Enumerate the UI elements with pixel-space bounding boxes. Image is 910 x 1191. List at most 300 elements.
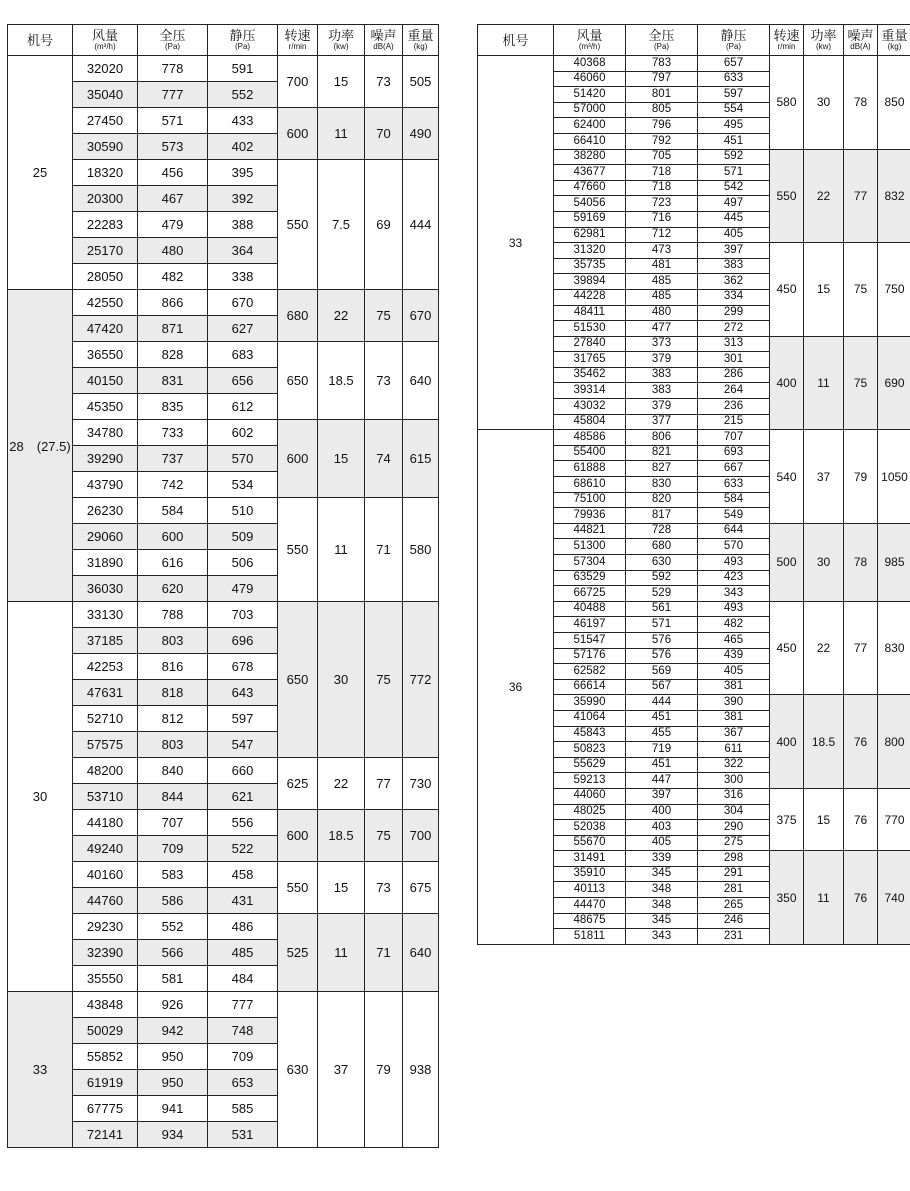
header-power-unit: (kw) — [815, 42, 832, 51]
noise-cell: 77 — [844, 601, 878, 695]
fan-spec-table-left — [7, 24, 439, 1148]
header-speed-label: 转速 — [284, 28, 311, 43]
weight-cell: 580 — [403, 498, 439, 602]
total-pressure-cell: 405 — [626, 835, 698, 851]
total-pressure-cell: 828 — [138, 342, 208, 368]
total-pressure-cell: 805 — [626, 102, 698, 118]
static-pressure-cell: 643 — [208, 680, 278, 706]
header-airflow — [73, 25, 138, 56]
total-pressure-cell: 801 — [626, 87, 698, 103]
static-pressure-cell: 322 — [698, 757, 770, 773]
header-row — [8, 25, 439, 56]
total-pressure-cell: 718 — [626, 165, 698, 181]
total-pressure-cell: 379 — [626, 352, 698, 368]
airflow-cell: 79936 — [554, 508, 626, 524]
airflow-cell: 50823 — [554, 742, 626, 758]
noise-cell: 76 — [844, 695, 878, 789]
airflow-cell: 57176 — [554, 648, 626, 664]
total-pressure-cell: 812 — [138, 706, 208, 732]
airflow-cell: 53710 — [73, 784, 138, 810]
static-pressure-cell: 570 — [208, 446, 278, 472]
airflow-cell: 44180 — [73, 810, 138, 836]
power-cell: 15 — [318, 862, 365, 914]
weight-cell: 640 — [403, 914, 439, 992]
static-pressure-cell: 486 — [208, 914, 278, 940]
total-pressure-cell: 728 — [626, 523, 698, 539]
airflow-cell: 40368 — [554, 56, 626, 72]
airflow-cell: 62582 — [554, 664, 626, 680]
total-pressure-cell: 818 — [138, 680, 208, 706]
header-weight-unit: (kg) — [887, 42, 902, 51]
total-pressure-cell: 573 — [138, 134, 208, 160]
static-pressure-cell: 611 — [698, 742, 770, 758]
airflow-cell: 48200 — [73, 758, 138, 784]
header-airflow-label: 风量 — [91, 28, 118, 43]
header-static-pressure — [698, 25, 770, 56]
total-pressure-cell: 571 — [138, 108, 208, 134]
airflow-cell: 43032 — [554, 399, 626, 415]
airflow-cell: 46060 — [554, 71, 626, 87]
header-total-pressure-unit: (Pa) — [164, 42, 181, 51]
total-pressure-cell: 345 — [626, 913, 698, 929]
weight-cell: 830 — [878, 601, 910, 695]
speed-cell: 630 — [278, 992, 318, 1148]
total-pressure-cell: 707 — [138, 810, 208, 836]
airflow-cell: 66614 — [554, 679, 626, 695]
static-pressure-cell: 439 — [698, 648, 770, 664]
noise-cell: 73 — [365, 56, 403, 108]
header-power — [804, 25, 844, 56]
static-pressure-cell: 390 — [698, 695, 770, 711]
airflow-cell: 35735 — [554, 258, 626, 274]
airflow-cell: 40160 — [73, 862, 138, 888]
header-noise-unit: dB(A) — [850, 42, 871, 51]
total-pressure-cell: 592 — [626, 570, 698, 586]
total-pressure-cell: 835 — [138, 394, 208, 420]
airflow-cell: 55629 — [554, 757, 626, 773]
noise-cell: 70 — [365, 108, 403, 160]
noise-cell: 71 — [365, 498, 403, 602]
static-pressure-cell: 667 — [698, 461, 770, 477]
total-pressure-cell: 379 — [626, 399, 698, 415]
static-pressure-cell: 703 — [208, 602, 278, 628]
header-speed — [770, 25, 804, 56]
static-pressure-cell: 621 — [208, 784, 278, 810]
speed-cell: 450 — [770, 601, 804, 695]
airflow-cell: 59169 — [554, 211, 626, 227]
airflow-cell: 51811 — [554, 929, 626, 945]
static-pressure-cell: 215 — [698, 414, 770, 430]
total-pressure-cell: 451 — [626, 710, 698, 726]
static-pressure-cell: 633 — [698, 71, 770, 87]
airflow-cell: 35550 — [73, 966, 138, 992]
total-pressure-cell: 576 — [626, 632, 698, 648]
header-speed-unit: r/min — [288, 42, 307, 51]
airflow-cell: 48025 — [554, 804, 626, 820]
airflow-cell: 44228 — [554, 289, 626, 305]
model-cell: 30 — [8, 602, 73, 992]
total-pressure-cell: 950 — [138, 1044, 208, 1070]
static-pressure-cell: 367 — [698, 726, 770, 742]
airflow-cell: 43790 — [73, 472, 138, 498]
total-pressure-cell: 630 — [626, 555, 698, 571]
header-model — [8, 25, 73, 56]
header-noise — [844, 25, 878, 56]
total-pressure-cell: 586 — [138, 888, 208, 914]
airflow-cell: 47660 — [554, 180, 626, 196]
noise-cell: 79 — [844, 430, 878, 524]
airflow-cell: 37185 — [73, 628, 138, 654]
total-pressure-cell: 840 — [138, 758, 208, 784]
static-pressure-cell: 231 — [698, 929, 770, 945]
model-cell: 28 (27.5) — [8, 290, 73, 602]
airflow-cell: 35462 — [554, 367, 626, 383]
table-row — [8, 342, 439, 368]
airflow-cell: 48586 — [554, 430, 626, 446]
static-pressure-cell: 431 — [208, 888, 278, 914]
total-pressure-cell: 866 — [138, 290, 208, 316]
total-pressure-cell: 583 — [138, 862, 208, 888]
airflow-cell: 42253 — [73, 654, 138, 680]
airflow-cell: 25170 — [73, 238, 138, 264]
airflow-cell: 28050 — [73, 264, 138, 290]
airflow-cell: 22283 — [73, 212, 138, 238]
speed-cell: 600 — [278, 108, 318, 160]
header-noise-label: 噪声 — [847, 28, 874, 43]
total-pressure-cell: 844 — [138, 784, 208, 810]
header-total-pressure — [626, 25, 698, 56]
static-pressure-cell: 290 — [698, 820, 770, 836]
table-row — [478, 56, 910, 72]
total-pressure-cell: 600 — [138, 524, 208, 550]
table-row — [8, 758, 439, 784]
airflow-cell: 66725 — [554, 586, 626, 602]
static-pressure-cell: 556 — [208, 810, 278, 836]
power-cell: 30 — [804, 56, 844, 150]
static-pressure-cell: 298 — [698, 851, 770, 867]
total-pressure-cell: 552 — [138, 914, 208, 940]
noise-cell: 75 — [365, 602, 403, 758]
table-row — [8, 602, 439, 628]
airflow-cell: 39314 — [554, 383, 626, 399]
airflow-cell: 67775 — [73, 1096, 138, 1122]
static-pressure-cell: 602 — [208, 420, 278, 446]
speed-cell: 600 — [278, 810, 318, 862]
total-pressure-cell: 373 — [626, 336, 698, 352]
power-cell: 22 — [318, 290, 365, 342]
weight-cell: 640 — [403, 342, 439, 420]
static-pressure-cell: 549 — [698, 508, 770, 524]
header-speed — [278, 25, 318, 56]
table-row — [8, 810, 439, 836]
airflow-cell: 39290 — [73, 446, 138, 472]
speed-cell: 450 — [770, 243, 804, 337]
power-cell: 11 — [318, 914, 365, 992]
total-pressure-cell: 777 — [138, 82, 208, 108]
static-pressure-cell: 275 — [698, 835, 770, 851]
total-pressure-cell: 871 — [138, 316, 208, 342]
header-weight — [878, 25, 910, 56]
static-pressure-cell: 433 — [208, 108, 278, 134]
total-pressure-cell: 561 — [626, 601, 698, 617]
noise-cell: 73 — [365, 342, 403, 420]
airflow-cell: 72141 — [73, 1122, 138, 1148]
total-pressure-cell: 950 — [138, 1070, 208, 1096]
static-pressure-cell: 748 — [208, 1018, 278, 1044]
total-pressure-cell: 816 — [138, 654, 208, 680]
static-pressure-cell: 522 — [208, 836, 278, 862]
total-pressure-cell: 817 — [626, 508, 698, 524]
static-pressure-cell: 445 — [698, 211, 770, 227]
total-pressure-cell: 485 — [626, 289, 698, 305]
total-pressure-cell: 584 — [138, 498, 208, 524]
weight-cell: 1050 — [878, 430, 910, 524]
noise-cell: 75 — [844, 336, 878, 430]
speed-cell: 550 — [278, 160, 318, 290]
static-pressure-cell: 591 — [208, 56, 278, 82]
weight-cell: 750 — [878, 243, 910, 337]
airflow-cell: 48675 — [554, 913, 626, 929]
weight-cell: 675 — [403, 862, 439, 914]
total-pressure-cell: 827 — [626, 461, 698, 477]
total-pressure-cell: 571 — [626, 617, 698, 633]
weight-cell: 770 — [878, 788, 910, 850]
static-pressure-cell: 592 — [698, 149, 770, 165]
total-pressure-cell: 479 — [138, 212, 208, 238]
airflow-cell: 48411 — [554, 305, 626, 321]
weight-cell: 444 — [403, 160, 439, 290]
static-pressure-cell: 246 — [698, 913, 770, 929]
header-row — [478, 25, 910, 56]
speed-cell: 525 — [278, 914, 318, 992]
static-pressure-cell: 334 — [698, 289, 770, 305]
model-cell: 33 — [478, 56, 554, 430]
total-pressure-cell: 383 — [626, 383, 698, 399]
header-airflow-unit: (m³/h) — [94, 42, 116, 51]
static-pressure-cell: 509 — [208, 524, 278, 550]
static-pressure-cell: 693 — [698, 445, 770, 461]
speed-cell: 600 — [278, 420, 318, 498]
airflow-cell: 34780 — [73, 420, 138, 446]
power-cell: 18.5 — [318, 810, 365, 862]
airflow-cell: 32390 — [73, 940, 138, 966]
airflow-cell: 20300 — [73, 186, 138, 212]
total-pressure-cell: 383 — [626, 367, 698, 383]
speed-cell: 625 — [278, 758, 318, 810]
airflow-cell: 31491 — [554, 851, 626, 867]
table-row — [8, 160, 439, 186]
header-static-pressure-unit: (Pa) — [725, 42, 742, 51]
airflow-cell: 18320 — [73, 160, 138, 186]
static-pressure-cell: 484 — [208, 966, 278, 992]
airflow-cell: 61919 — [73, 1070, 138, 1096]
static-pressure-cell: 670 — [208, 290, 278, 316]
speed-cell: 500 — [770, 523, 804, 601]
weight-cell: 740 — [878, 851, 910, 945]
total-pressure-cell: 718 — [626, 180, 698, 196]
header-model-label: 机号 — [26, 32, 53, 48]
speed-cell: 375 — [770, 788, 804, 850]
airflow-cell: 43677 — [554, 165, 626, 181]
total-pressure-cell: 377 — [626, 414, 698, 430]
airflow-cell: 45350 — [73, 394, 138, 420]
airflow-cell: 51547 — [554, 632, 626, 648]
static-pressure-cell: 395 — [208, 160, 278, 186]
airflow-cell: 66410 — [554, 133, 626, 149]
airflow-cell: 43848 — [73, 992, 138, 1018]
static-pressure-cell: 552 — [208, 82, 278, 108]
power-cell: 18.5 — [804, 695, 844, 789]
static-pressure-cell: 405 — [698, 227, 770, 243]
header-power-label: 功率 — [810, 28, 837, 43]
total-pressure-cell: 400 — [626, 804, 698, 820]
weight-cell: 832 — [878, 149, 910, 243]
static-pressure-cell: 381 — [698, 710, 770, 726]
total-pressure-cell: 529 — [626, 586, 698, 602]
static-pressure-cell: 683 — [208, 342, 278, 368]
static-pressure-cell: 531 — [208, 1122, 278, 1148]
total-pressure-cell: 719 — [626, 742, 698, 758]
model-cell: 25 — [8, 56, 73, 290]
model-cell: 33 — [8, 992, 73, 1148]
airflow-cell: 27450 — [73, 108, 138, 134]
total-pressure-cell: 444 — [626, 695, 698, 711]
total-pressure-cell: 616 — [138, 550, 208, 576]
total-pressure-cell: 712 — [626, 227, 698, 243]
total-pressure-cell: 455 — [626, 726, 698, 742]
header-power-label: 功率 — [327, 28, 354, 43]
static-pressure-cell: 301 — [698, 352, 770, 368]
header-static-pressure-label: 静压 — [720, 28, 747, 43]
table-row — [8, 290, 439, 316]
airflow-cell: 57000 — [554, 102, 626, 118]
weight-cell: 490 — [403, 108, 439, 160]
airflow-cell: 57575 — [73, 732, 138, 758]
noise-cell: 76 — [844, 788, 878, 850]
weight-cell: 938 — [403, 992, 439, 1148]
static-pressure-cell: 313 — [698, 336, 770, 352]
static-pressure-cell: 510 — [208, 498, 278, 524]
static-pressure-cell: 571 — [698, 165, 770, 181]
total-pressure-cell: 742 — [138, 472, 208, 498]
power-cell: 11 — [804, 851, 844, 945]
total-pressure-cell: 737 — [138, 446, 208, 472]
total-pressure-cell: 806 — [626, 430, 698, 446]
static-pressure-cell: 627 — [208, 316, 278, 342]
airflow-cell: 54056 — [554, 196, 626, 212]
noise-cell: 76 — [844, 851, 878, 945]
static-pressure-cell: 392 — [208, 186, 278, 212]
static-pressure-cell: 660 — [208, 758, 278, 784]
airflow-cell: 50029 — [73, 1018, 138, 1044]
airflow-cell: 39894 — [554, 274, 626, 290]
power-cell: 18.5 — [318, 342, 365, 420]
total-pressure-cell: 830 — [626, 477, 698, 493]
airflow-cell: 44470 — [554, 898, 626, 914]
total-pressure-cell: 581 — [138, 966, 208, 992]
weight-cell: 615 — [403, 420, 439, 498]
table-row — [8, 862, 439, 888]
airflow-cell: 45843 — [554, 726, 626, 742]
static-pressure-cell: 402 — [208, 134, 278, 160]
power-cell: 15 — [804, 788, 844, 850]
airflow-cell: 57304 — [554, 555, 626, 571]
total-pressure-cell: 831 — [138, 368, 208, 394]
airflow-cell: 41064 — [554, 710, 626, 726]
total-pressure-cell: 480 — [138, 238, 208, 264]
header-noise-unit: dB(A) — [373, 42, 394, 51]
airflow-cell: 63529 — [554, 570, 626, 586]
weight-cell: 850 — [878, 56, 910, 150]
speed-cell: 680 — [278, 290, 318, 342]
total-pressure-cell: 792 — [626, 133, 698, 149]
total-pressure-cell: 403 — [626, 820, 698, 836]
noise-cell: 69 — [365, 160, 403, 290]
static-pressure-cell: 482 — [698, 617, 770, 633]
airflow-cell: 36030 — [73, 576, 138, 602]
total-pressure-cell: 778 — [138, 56, 208, 82]
airflow-cell: 44060 — [554, 788, 626, 804]
header-total-pressure-unit: (Pa) — [653, 42, 670, 51]
static-pressure-cell: 495 — [698, 118, 770, 134]
table-row — [478, 430, 910, 446]
header-static-pressure-unit: (Pa) — [234, 42, 251, 51]
static-pressure-cell: 678 — [208, 654, 278, 680]
total-pressure-cell: 569 — [626, 664, 698, 680]
speed-cell: 580 — [770, 56, 804, 150]
speed-cell: 550 — [278, 862, 318, 914]
power-cell: 30 — [804, 523, 844, 601]
weight-cell: 700 — [403, 810, 439, 862]
total-pressure-cell: 716 — [626, 211, 698, 227]
airflow-cell: 46197 — [554, 617, 626, 633]
airflow-cell: 51300 — [554, 539, 626, 555]
static-pressure-cell: 458 — [208, 862, 278, 888]
static-pressure-cell: 451 — [698, 133, 770, 149]
static-pressure-cell: 612 — [208, 394, 278, 420]
header-noise-label: 噪声 — [370, 28, 397, 43]
header-power-unit: (kw) — [333, 42, 349, 51]
static-pressure-cell: 236 — [698, 399, 770, 415]
total-pressure-cell: 576 — [626, 648, 698, 664]
total-pressure-cell: 680 — [626, 539, 698, 555]
total-pressure-cell: 481 — [626, 258, 698, 274]
static-pressure-cell: 381 — [698, 679, 770, 695]
static-pressure-cell: 343 — [698, 586, 770, 602]
total-pressure-cell: 451 — [626, 757, 698, 773]
airflow-cell: 38280 — [554, 149, 626, 165]
table-body — [8, 56, 439, 1148]
airflow-cell: 36550 — [73, 342, 138, 368]
static-pressure-cell: 633 — [698, 477, 770, 493]
total-pressure-cell: 480 — [626, 305, 698, 321]
static-pressure-cell: 547 — [208, 732, 278, 758]
static-pressure-cell: 585 — [208, 1096, 278, 1122]
noise-cell: 75 — [365, 290, 403, 342]
weight-cell: 985 — [878, 523, 910, 601]
static-pressure-cell: 364 — [208, 238, 278, 264]
static-pressure-cell: 493 — [698, 601, 770, 617]
static-pressure-cell: 644 — [698, 523, 770, 539]
total-pressure-cell: 343 — [626, 929, 698, 945]
static-pressure-cell: 696 — [208, 628, 278, 654]
airflow-cell: 45804 — [554, 414, 626, 430]
total-pressure-cell: 709 — [138, 836, 208, 862]
airflow-cell: 62981 — [554, 227, 626, 243]
header-weight-label: 重量 — [407, 28, 434, 43]
static-pressure-cell: 485 — [208, 940, 278, 966]
model-cell: 36 — [478, 430, 554, 945]
